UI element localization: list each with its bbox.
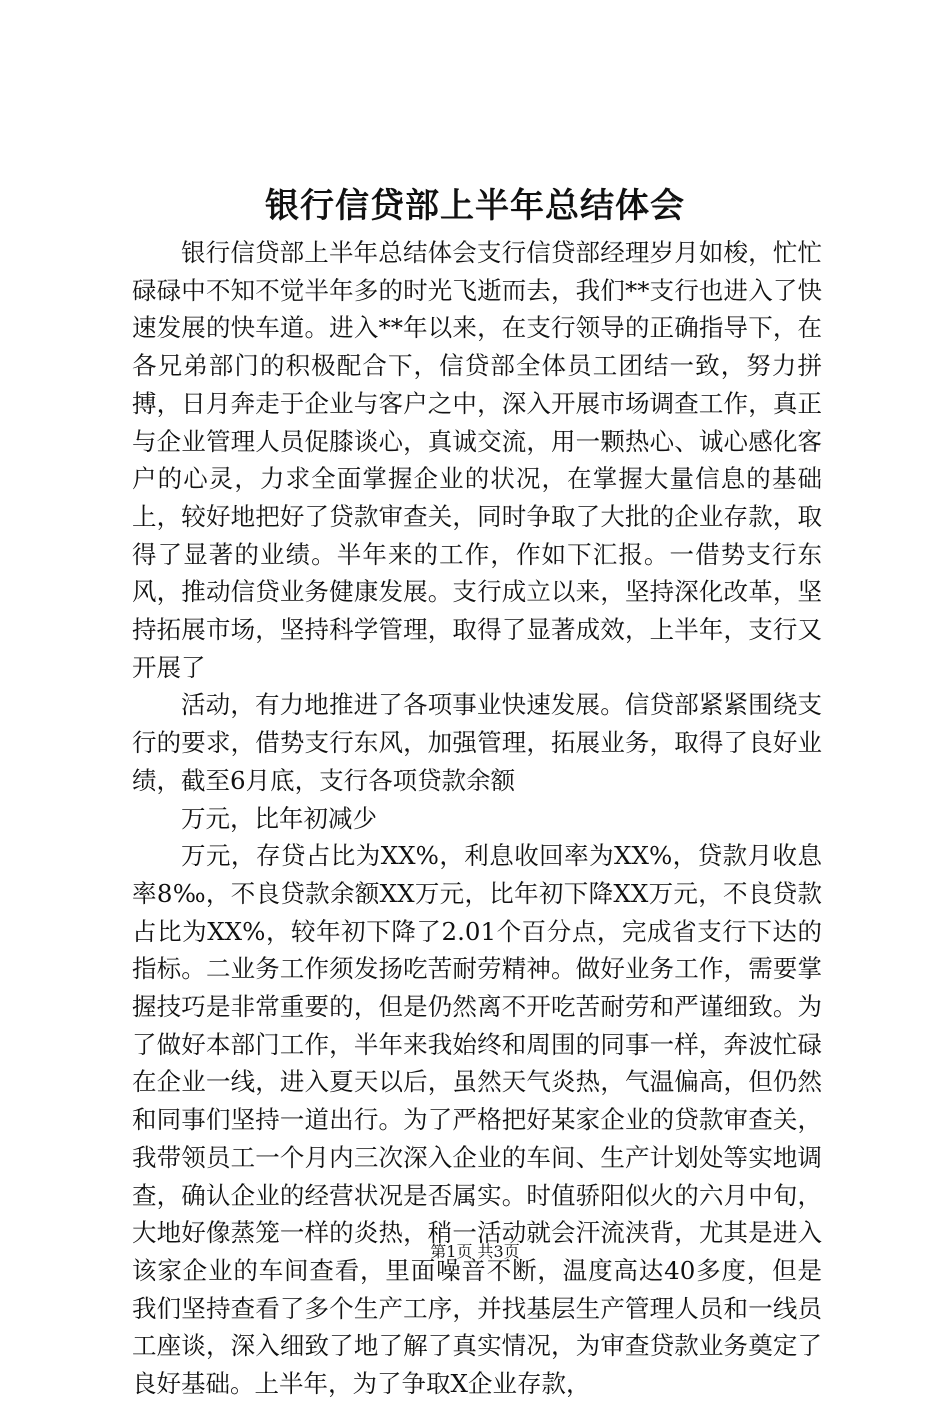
paragraph: 银行信贷部上半年总结体会支行信贷部经理岁月如梭，忙忙碌碌中不知不觉半年多的时光飞逝而去，我们**支行也进入了快速发展的快车道。进入**年以来，在支行领导的正确指导下，在各兄弟部门的积极配合下，信贷部全体员工团结一致，努力拼搏，日月奔走于企业与客户之中，深入开展市场调查工作，真正与企业管理人员促膝谈心，真诚交流，用一颗热心、诚心感化客户的心灵，力求全面掌握企业的状况，在掌握大量信息的基础上，较好地把好了贷款审查关，同时争取了大批的企业存款，取得了显著的业绩。半年来的工作，作如下汇报。一借势支行东风，推动信贷业务健康发展。支行成立以来，坚持深化改革，坚持拓展市场，坚持科学管理，取得了显著成效，上半年，支行又开展了 (132, 238, 822, 682)
page-number-footer: 第1页 共3页 (430, 1242, 520, 1261)
paragraph: 万元，比年初减少 (181, 803, 377, 833)
paragraph: 活动，有力地推进了各项事业快速发展。信贷部紧紧围绕支行的要求，借势支行东风，加强管理，拓展业务，取得了良好业绩，截至6月底，支行各项贷款余额 (132, 690, 822, 795)
paragraph: 万元，存贷占比为XX%，利息收回率为XX%，贷款月收息率8‰，不良贷款余额XX万元，比年初下降XX万元，不良贷款占比为XX%，较年初下降了2.01个百分点，完成省支行下达的指标。二业务工作须发扬吃苦耐劳精神。做好业务工作，需要掌握技巧是非常重要的，但是仍然离不开吃苦耐劳和严谨细致。为了做好本部门工作，半年来我始终和周围的同事一样，奔波忙碌在企业一线，进入夏天以后，虽然天气炎热，气温偏高，但仍然和同事们坚持一道出行。为了严格把好某家企业的贷款审查关，我带领员工一个月内三次深入企业的车间、生产计划处等实地调查，确认企业的经营状况是否属实。时值骄阳似火的六月中旬，大地好像蒸笼一样的炎热，稍一活动就会汗流浃背，尤其是进入该家企业的车间查看，里面噪音不断，温度高达40多度，但是我们坚持查看了多个生产工序，并找基层生产管理人员和一线员工座谈，深入细致了地了解了真实情况，为审查贷款业务奠定了良好基础。上半年，为了争取X企业存款， (132, 841, 822, 1399)
document-body (132, 234, 822, 1403)
document-title: 银行信贷部上半年总结体会 (265, 186, 685, 226)
